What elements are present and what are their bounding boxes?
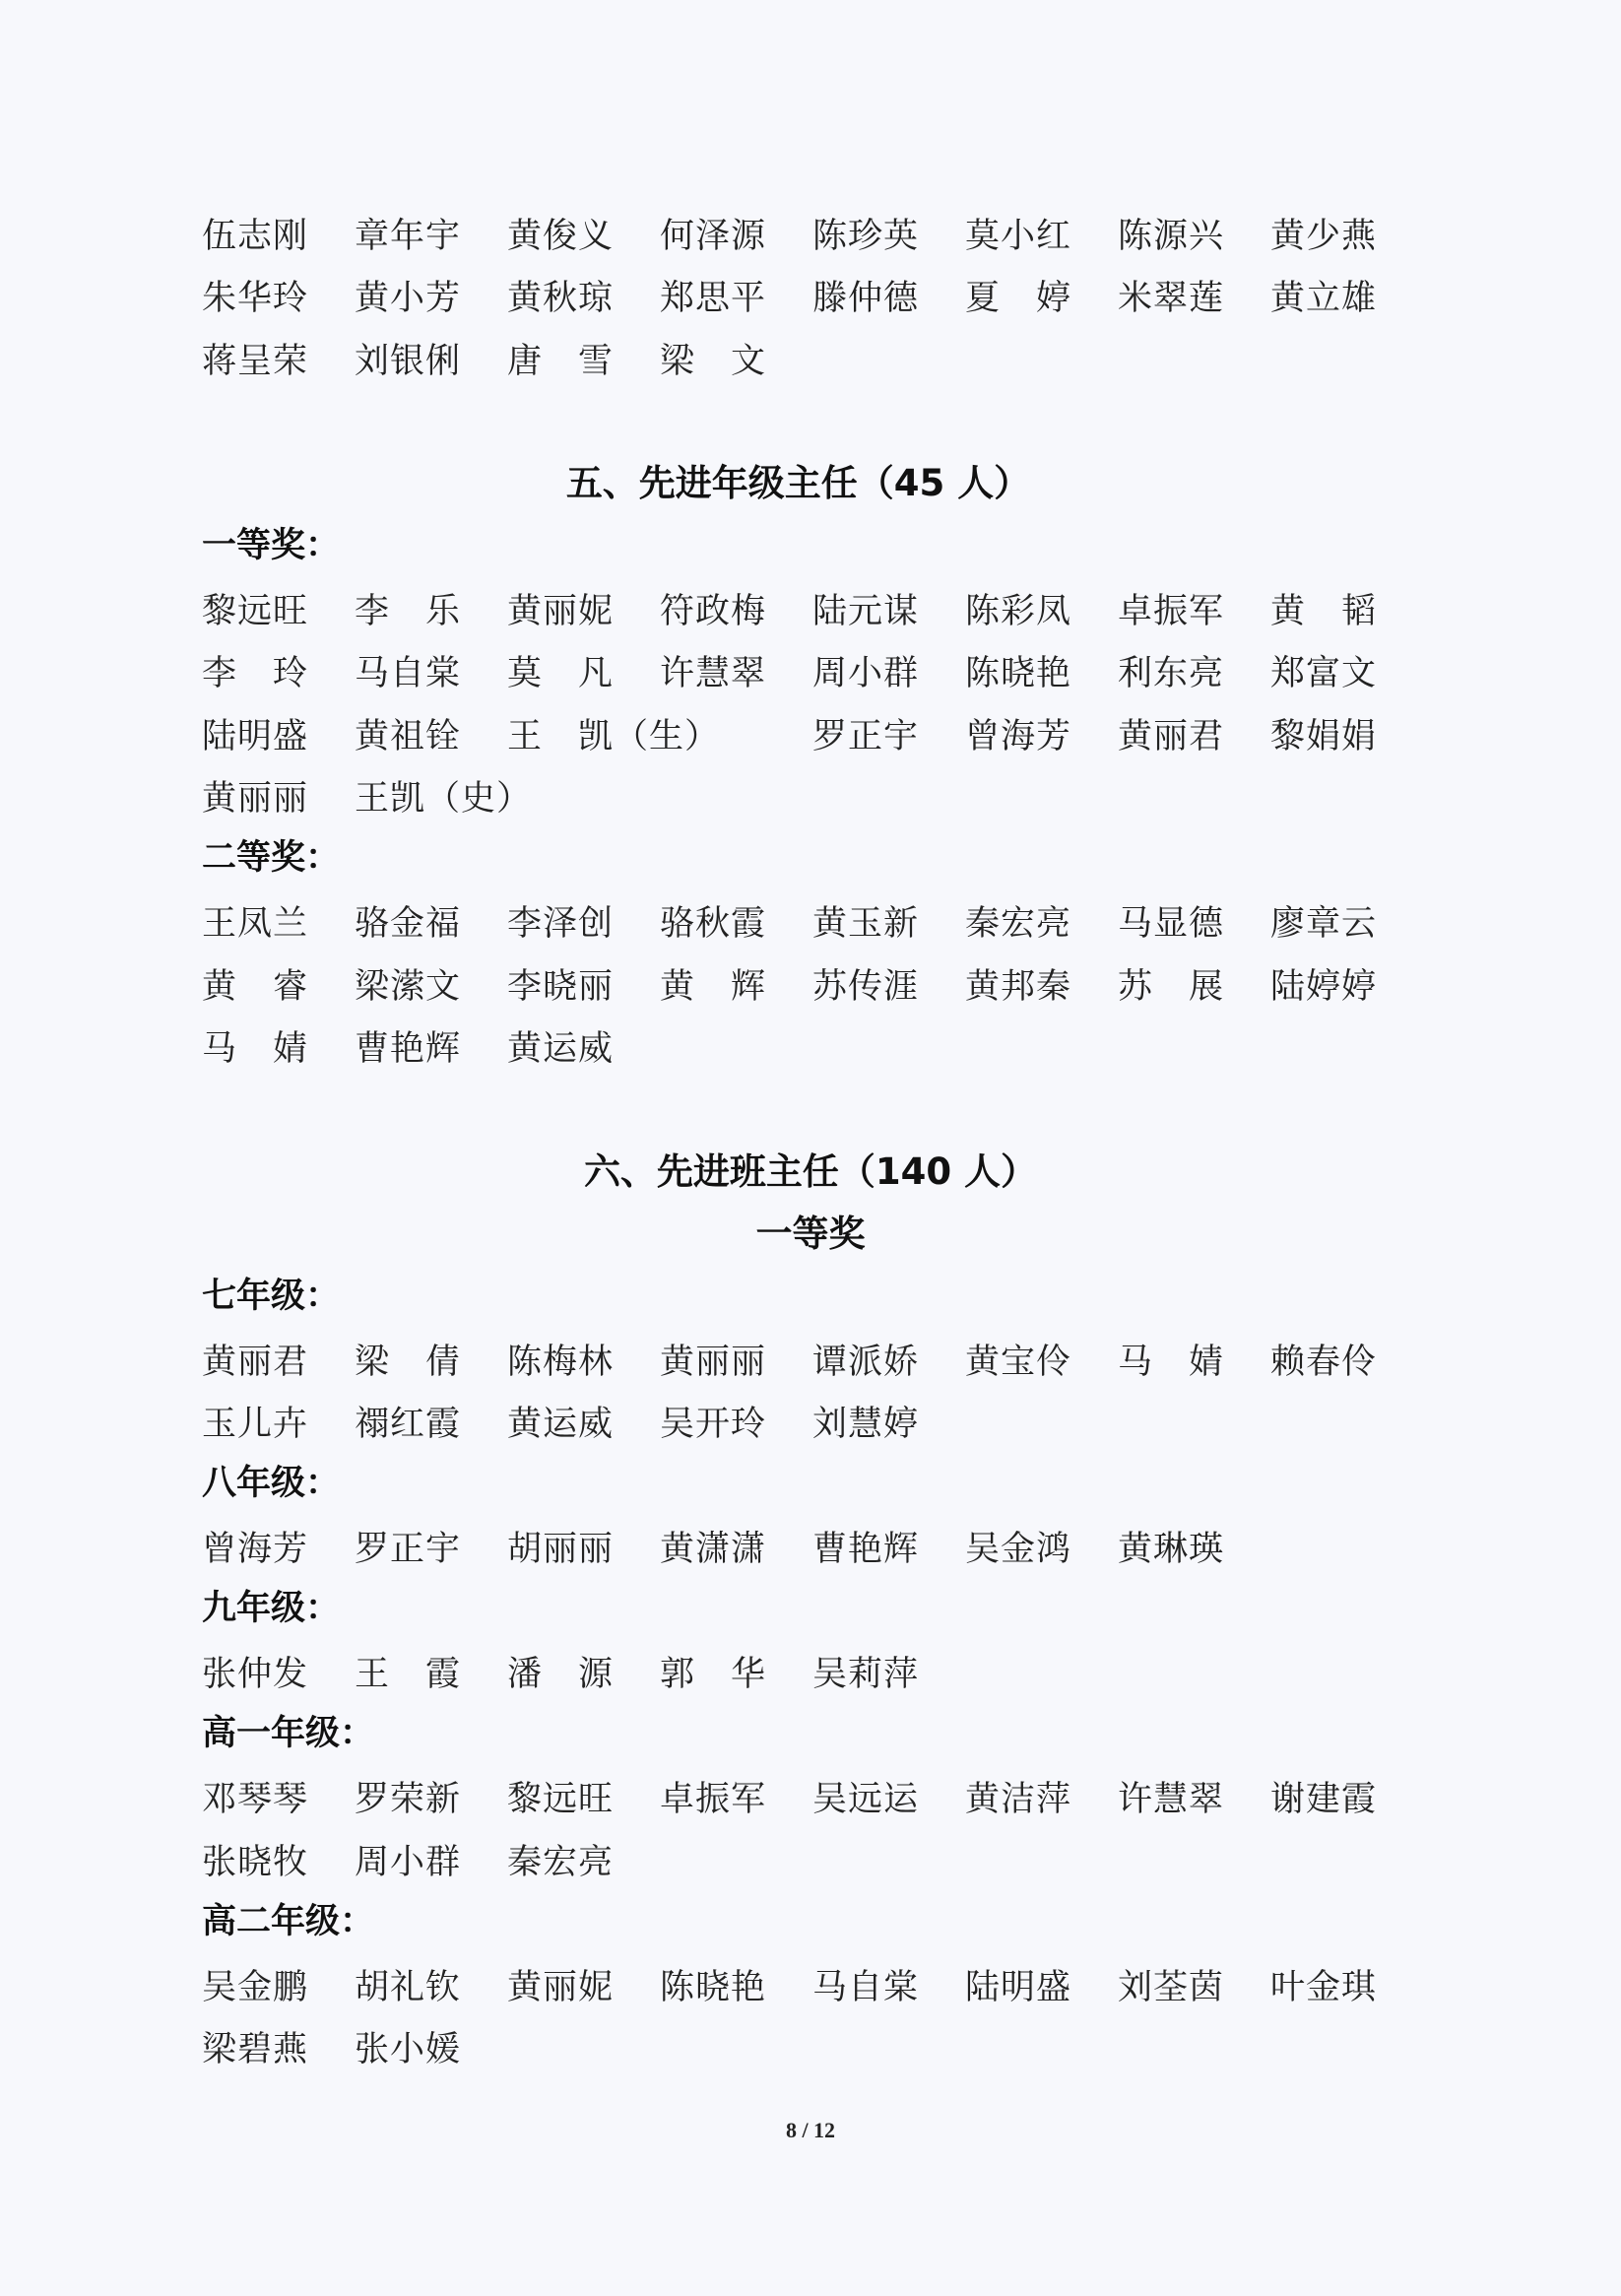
name: 黄少燕 — [1270, 216, 1378, 256]
name: 夏 婷 — [965, 279, 1072, 319]
name: 陈彩凤 — [965, 591, 1072, 631]
name-row — [202, 265, 1423, 328]
name: 唐 雪 — [507, 341, 615, 381]
name-row — [202, 702, 1423, 765]
name-row — [202, 765, 1423, 828]
grade-label: 九年级： — [202, 1589, 341, 1628]
name: 秦宏亮 — [507, 1842, 615, 1882]
name: 符政梅 — [660, 591, 767, 631]
name: 罗正宇 — [355, 1530, 462, 1570]
grade-label: 七年级： — [202, 1276, 341, 1316]
name-row — [202, 1766, 1423, 1829]
name: 吴远运 — [812, 1780, 920, 1820]
name: 马自棠 — [812, 1967, 920, 2007]
name: 禤红霞 — [355, 1405, 462, 1445]
name: 刘慧婷 — [812, 1405, 920, 1445]
name: 秦宏亮 — [965, 904, 1072, 945]
name-row — [202, 890, 1423, 953]
name: 黄丽丽 — [202, 779, 309, 820]
name: 李晓丽 — [507, 966, 615, 1007]
name: 张仲发 — [202, 1655, 309, 1695]
name: 陈珍英 — [812, 216, 920, 256]
name: 许慧翠 — [660, 654, 767, 694]
name: 曹艳辉 — [812, 1530, 920, 1570]
name: 曾海芳 — [202, 1530, 309, 1570]
page-content — [202, 202, 1423, 2078]
name: 黄潇潇 — [660, 1530, 767, 1570]
grade-label: 八年级： — [202, 1464, 341, 1503]
name: 黄邦秦 — [965, 966, 1072, 1007]
name: 梁潆文 — [355, 966, 462, 1007]
name: 黄丽妮 — [507, 1967, 615, 2007]
name: 吴莉萍 — [812, 1655, 920, 1695]
name: 罗正宇 — [812, 716, 920, 756]
section-title: 五、先进年级主任（45 人） — [565, 462, 1031, 504]
name: 黄丽妮 — [507, 591, 615, 631]
name: 马 婧 — [202, 1029, 309, 1070]
name: 黄玉新 — [812, 904, 920, 945]
name: 马自棠 — [355, 654, 462, 694]
name: 叶金琪 — [1270, 1967, 1378, 2007]
name: 谢建霞 — [1270, 1780, 1378, 1820]
name-row — [202, 952, 1423, 1016]
name: 卓振军 — [1118, 591, 1225, 631]
name: 黄 辉 — [660, 966, 767, 1007]
name: 黄宝伶 — [965, 1342, 1072, 1382]
grade-label: 高一年级： — [202, 1714, 375, 1753]
second-prize-list — [202, 890, 1423, 1079]
name: 梁 倩 — [355, 1342, 462, 1382]
name: 马显德 — [1118, 904, 1225, 945]
name-row — [202, 327, 1423, 390]
spacer — [202, 1078, 1423, 1141]
name: 黄运威 — [507, 1405, 615, 1445]
grade-block — [202, 1453, 1423, 1578]
name-row — [202, 1328, 1423, 1391]
name: 黄丽君 — [1118, 716, 1225, 756]
name: 郑富文 — [1270, 654, 1378, 694]
section-subtitle: 一等奖 — [755, 1213, 866, 1255]
name: 黄立雄 — [1270, 279, 1378, 319]
name: 胡丽丽 — [507, 1530, 615, 1570]
name: 刘银俐 — [355, 341, 462, 381]
name: 周小群 — [355, 1842, 462, 1882]
name: 马 婧 — [1118, 1342, 1225, 1382]
name: 王 凯（生） — [507, 716, 721, 756]
name: 黎娟娟 — [1270, 716, 1378, 756]
name: 黄丽丽 — [660, 1342, 767, 1382]
name: 莫 凡 — [507, 654, 615, 694]
grade-block — [202, 1266, 1423, 1454]
name-row — [202, 1641, 1423, 1704]
name: 黄 韬 — [1270, 591, 1378, 631]
name: 吴金鸿 — [965, 1530, 1072, 1570]
name: 章年宇 — [355, 216, 462, 256]
name: 王 霞 — [355, 1655, 462, 1695]
name: 李 乐 — [355, 591, 462, 631]
name: 黎远旺 — [507, 1780, 615, 1820]
name: 米翠莲 — [1118, 279, 1225, 319]
name: 苏 展 — [1118, 966, 1225, 1007]
name: 陆明盛 — [965, 1967, 1072, 2007]
name-row — [202, 1016, 1423, 1079]
spacer — [202, 390, 1423, 453]
grade-block — [202, 1891, 1423, 2079]
name: 莫小红 — [965, 216, 1072, 256]
name-row — [202, 1828, 1423, 1891]
name: 张小媛 — [355, 2030, 462, 2070]
name: 罗荣新 — [355, 1780, 462, 1820]
name: 黎远旺 — [202, 591, 309, 631]
section-4-name-list — [202, 202, 1423, 390]
name: 黄秋琼 — [507, 279, 615, 319]
name: 周小群 — [812, 654, 920, 694]
name-row — [202, 577, 1423, 640]
name: 黄 睿 — [202, 966, 309, 1007]
grade-block — [202, 1703, 1423, 1891]
name: 黄洁萍 — [965, 1780, 1072, 1820]
grade-block — [202, 1578, 1423, 1703]
name: 陆明盛 — [202, 716, 309, 756]
name: 黄祖铨 — [355, 716, 462, 756]
name-row — [202, 1953, 1423, 2016]
name: 吴金鹏 — [202, 1967, 309, 2007]
name: 骆秋霞 — [660, 904, 767, 945]
name: 滕仲德 — [812, 279, 920, 319]
name: 黄运威 — [507, 1029, 615, 1070]
name: 郭 华 — [660, 1655, 767, 1695]
name: 玉儿卉 — [202, 1405, 309, 1445]
name: 梁碧燕 — [202, 2030, 309, 2070]
name: 陆元谋 — [812, 591, 920, 631]
name: 郑思平 — [660, 279, 767, 319]
name: 利东亮 — [1118, 654, 1225, 694]
name: 许慧翠 — [1118, 1780, 1225, 1820]
name: 黄丽君 — [202, 1342, 309, 1382]
name-row — [202, 640, 1423, 703]
first-prize-list — [202, 577, 1423, 827]
name: 李泽创 — [507, 904, 615, 945]
name-row — [202, 202, 1423, 265]
name-row — [202, 2016, 1423, 2079]
name: 陈源兴 — [1118, 216, 1225, 256]
name: 陈梅林 — [507, 1342, 615, 1382]
name: 赖春伶 — [1270, 1342, 1378, 1382]
award-label: 一等奖： — [202, 525, 341, 565]
name: 谭派娇 — [812, 1342, 920, 1382]
page-number: 8 / 12 — [785, 2118, 836, 2142]
name: 邓琴琴 — [202, 1780, 309, 1820]
name: 陈晓艳 — [660, 1967, 767, 2007]
name: 胡礼钦 — [355, 1967, 462, 2007]
name: 陈晓艳 — [965, 654, 1072, 694]
name-row — [202, 1391, 1423, 1454]
section-title: 六、先进班主任（140 人） — [583, 1149, 1038, 1193]
name: 王凯（史） — [355, 779, 533, 820]
award-label: 二等奖： — [202, 838, 341, 878]
name: 陆婷婷 — [1270, 966, 1378, 1007]
name: 苏传涯 — [812, 966, 920, 1007]
name: 刘荃茵 — [1118, 1967, 1225, 2007]
name: 王凤兰 — [202, 904, 309, 945]
name-row — [202, 1516, 1423, 1579]
name: 曾海芳 — [965, 716, 1072, 756]
name: 伍志刚 — [202, 216, 309, 256]
grade-label: 高二年级： — [202, 1901, 375, 1941]
name: 廖章云 — [1270, 904, 1378, 945]
name: 潘 源 — [507, 1655, 615, 1695]
name: 何泽源 — [660, 216, 767, 256]
name: 卓振军 — [660, 1780, 767, 1820]
name: 曹艳辉 — [355, 1029, 462, 1070]
name: 李 玲 — [202, 654, 309, 694]
name: 张晓牧 — [202, 1842, 309, 1882]
name: 黄小芳 — [355, 279, 462, 319]
name: 黄琳瑛 — [1118, 1530, 1225, 1570]
name: 吴开玲 — [660, 1405, 767, 1445]
name: 骆金福 — [355, 904, 462, 945]
name: 梁 文 — [660, 341, 767, 381]
name: 黄俊义 — [507, 216, 615, 256]
name: 朱华玲 — [202, 279, 309, 319]
name: 蒋呈荣 — [202, 341, 309, 381]
